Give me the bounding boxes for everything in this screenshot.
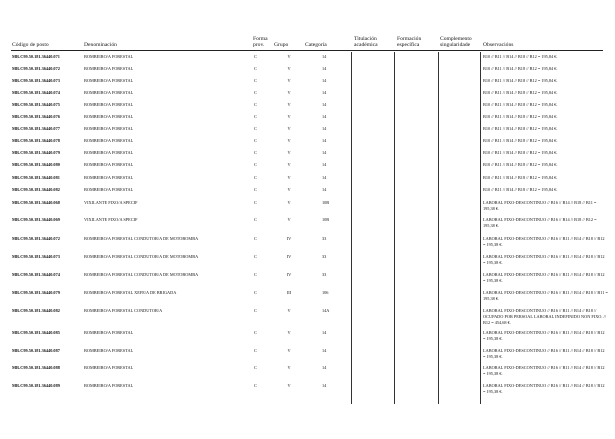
header-forma xyxy=(253,36,268,49)
header-categoria xyxy=(305,42,327,48)
row-code: MR.C99.50.181.36440.071 xyxy=(12,54,60,59)
row-code: MR.C99.50.181.36440.089 xyxy=(12,383,60,388)
row-denominacion: BOMBEIRO/A FORESTAL CONDUTOR/A xyxy=(84,308,163,313)
row-categoria: 33 xyxy=(322,236,327,241)
row-code: MR.C99.50.181.36440.082 xyxy=(12,308,60,313)
row-denominacion: BOMBEIRO/A FORESTAL xyxy=(84,187,134,192)
row-forma: C xyxy=(254,162,257,167)
row-forma: C xyxy=(254,90,257,95)
row-denominacion: BOMBEIRO/A FORESTAL XEFE/A DE BRIGADA xyxy=(84,290,177,295)
row-categoria: 14 xyxy=(322,187,327,192)
row-forma: C xyxy=(254,138,257,143)
row-code: MR.C99.50.181.36440.085 xyxy=(12,330,60,335)
row-observacions: LABORAL FIXO-DESCONTINUO // B16 // B11 // B14 // B18 // B12 = 195,38 €. xyxy=(483,365,605,376)
row-grupo: V xyxy=(287,78,291,83)
row-grupo: V xyxy=(287,66,291,71)
row-denominacion: VIXILANTE FIXO/A SPECIF xyxy=(84,217,138,222)
row-code: MR.C99.50.181.36440.074 xyxy=(12,90,60,95)
row-observacions: B10 // B11 // B14 // B18 // B12 = 195,84 €. xyxy=(483,126,558,131)
row-categoria: 14 xyxy=(322,66,327,71)
header-formacion xyxy=(397,36,421,49)
header-codigo xyxy=(12,42,49,48)
row-grupo: IV xyxy=(286,254,292,259)
row-denominacion: BOMBEIRO/A FORESTAL xyxy=(84,162,134,167)
row-observacions: LABORAL FIXO-DESCONTINUO // B16 // B11 // B14 // B18 // B11 = 195,38 €. xyxy=(483,290,608,301)
header-forma-line2: prov. xyxy=(253,42,265,49)
row-categoria: 14 xyxy=(322,330,327,335)
header-titulacion xyxy=(354,36,378,49)
row-categoria: 14 xyxy=(322,90,327,95)
row-observacions: B10 // B11 // B14 // B18 // B12 = 195,84 €. xyxy=(483,138,558,143)
row-categoria: 33 xyxy=(322,272,327,277)
column-divider-formacion xyxy=(394,52,395,404)
row-code: MR.C99.50.181.36440.076 xyxy=(12,114,60,119)
row-code: MR.C99.50.181.36440.079 xyxy=(12,150,60,155)
row-denominacion: BOMBEIRO/A FORESTAL xyxy=(84,66,134,71)
row-forma: C xyxy=(254,54,257,59)
row-forma: C xyxy=(254,114,257,119)
header-complemento-line1: Complemento xyxy=(440,36,472,42)
row-grupo: V xyxy=(287,90,291,95)
row-forma: C xyxy=(254,200,257,205)
row-categoria: 14 xyxy=(322,348,327,353)
row-observacions: LABORAL FIXO-DESCONTINUO // B16 // B11 // B14 // B18 // B12 = 195,38 €. xyxy=(483,383,605,394)
header-titulacion-line1: Titulación xyxy=(354,36,377,42)
row-code: MR.C99.50.181.36440.072 xyxy=(12,66,60,71)
row-denominacion: BOMBEIRO/A FORESTAL xyxy=(84,102,134,107)
row-grupo: V xyxy=(287,187,291,192)
row-observacions: B10 // B11 // B14 // B18 // B12 = 195,84 €. xyxy=(483,150,558,155)
row-categoria: 14 xyxy=(322,150,327,155)
row-code: MR.C99.50.181.36440.080 xyxy=(12,162,60,167)
row-observacions: B10 // B11 // B14 // B18 // B12 = 195,84 €. xyxy=(483,187,558,192)
row-categoria: 14 xyxy=(322,54,327,59)
row-code: MR.C99.50.181.36440.072 xyxy=(12,236,60,241)
row-code: MR.C99.50.181.36440.068 xyxy=(12,200,60,205)
row-code: MR.C99.50.181.36440.087 xyxy=(12,348,60,353)
row-categoria: 14A xyxy=(322,308,330,313)
row-grupo: V xyxy=(287,308,291,313)
row-code: MR.C99.50.181.36440.088 xyxy=(12,365,60,370)
row-categoria: 33 xyxy=(322,254,327,259)
row-forma: C xyxy=(254,236,257,241)
row-forma: C xyxy=(254,330,257,335)
header-grupo-text: Grupo xyxy=(274,42,289,48)
row-denominacion: BOMBEIRO/A FORESTAL xyxy=(84,114,134,119)
row-observacions: LABORAL FIXO-DESCONTINUO // B16 // B14 // B18 // B11 = 195,38 €. xyxy=(483,200,597,211)
row-categoria: 106 xyxy=(322,290,329,295)
header-rule xyxy=(11,50,603,51)
header-complemento-line2: singularidade xyxy=(440,42,471,49)
row-observacions: B10 // B11 // B14 // B18 // B12 = 195,84 €. xyxy=(483,162,558,167)
header-grupo xyxy=(274,42,288,48)
row-categoria: 14 xyxy=(322,365,327,370)
row-denominacion: BOMBEIRO/A FORESTAL xyxy=(84,175,134,180)
row-grupo: III xyxy=(286,290,292,295)
row-forma: C xyxy=(254,175,257,180)
row-categoria: 14 xyxy=(322,114,327,119)
row-code: MR.C99.50.181.36440.073 xyxy=(12,254,60,259)
row-observacions: B10 // B11 // B14 // B18 // B12 = 195,84 €. xyxy=(483,114,558,119)
row-denominacion: BOMBEIRO/A FORESTAL xyxy=(84,54,134,59)
row-forma: C xyxy=(254,308,257,313)
row-forma: C xyxy=(254,187,257,192)
row-denominacion: BOMBEIRO/A FORESTAL xyxy=(84,150,134,155)
row-denominacion: BOMBEIRO/A FORESTAL xyxy=(84,365,134,370)
row-grupo: V xyxy=(287,175,291,180)
header-observacions xyxy=(483,42,513,48)
row-grupo: V xyxy=(287,217,291,222)
row-observacions: LABORAL FIXO-DESCONTINUO // B16 // B11 // B14 // B18 // B12 = 195,38 €. xyxy=(483,236,605,247)
row-forma: C xyxy=(254,126,257,131)
row-code: MR.C99.50.181.36440.073 xyxy=(12,78,60,83)
header-forma-line1: Forma xyxy=(253,36,268,42)
row-denominacion: VIXILANTE FIXO/A SPECIF xyxy=(84,200,138,205)
row-forma: C xyxy=(254,102,257,107)
header-codigo-text: Código de posto xyxy=(12,42,49,48)
header-titulacion-line2: académica xyxy=(354,42,378,49)
row-forma: C xyxy=(254,365,257,370)
row-grupo: V xyxy=(287,114,291,119)
row-code: MR.C99.50.181.36440.081 xyxy=(12,175,60,180)
header-denominacion-text: Denominación xyxy=(84,42,117,48)
row-forma: C xyxy=(254,150,257,155)
row-grupo: V xyxy=(287,348,291,353)
row-code: MR.C99.50.181.36440.069 xyxy=(12,217,60,222)
row-observacions: LABORAL FIXO-DESCONTINUO // B16 // B11 // B14 // B18 // B12 = 195,38 €. xyxy=(483,348,605,359)
row-code: MR.C99.50.181.36440.074 xyxy=(12,272,60,277)
row-categoria: 14 xyxy=(322,175,327,180)
row-observacions: B10 // B11 // B14 // B18 // B12 = 195,84 €. xyxy=(483,66,558,71)
row-grupo: V xyxy=(287,162,291,167)
row-observacions: B10 // B11 // B14 // B18 // B12 = 195,84 €. xyxy=(483,175,558,180)
row-categoria: 14 xyxy=(322,126,327,131)
header-denominacion xyxy=(84,42,117,48)
row-observacions: B10 // B11 // B14 // B18 // B12 = 195,84 €. xyxy=(483,102,558,107)
row-forma: C xyxy=(254,383,257,388)
row-grupo: IV xyxy=(286,236,292,241)
row-grupo: V xyxy=(287,330,291,335)
row-grupo: V xyxy=(287,126,291,131)
row-grupo: V xyxy=(287,383,291,388)
row-observacions: B10 // B11 // B14 // B18 // B12 = 195,84 €. xyxy=(483,78,558,83)
row-denominacion: BOMBEIRO/A FORESTAL xyxy=(84,138,134,143)
row-forma: C xyxy=(254,78,257,83)
row-observacions: LABORAL FIXO-DESCONTINUO // B16 // B11 // B14 // B18 // B12 = 195,38 €. xyxy=(483,330,605,341)
row-categoria: 14 xyxy=(322,78,327,83)
row-grupo: IV xyxy=(286,272,292,277)
row-grupo: V xyxy=(287,54,291,59)
row-observacions: B10 // B11 // B14 // B18 // B12 = 195,84 €. xyxy=(483,90,558,95)
row-code: MR.C99.50.181.36440.079 xyxy=(12,290,60,295)
header-observacions-text: Observacións xyxy=(483,42,514,48)
row-grupo: V xyxy=(287,365,291,370)
row-forma: C xyxy=(254,348,257,353)
row-forma: C xyxy=(254,254,257,259)
row-denominacion: BOMBEIRO/A FORESTAL xyxy=(84,330,134,335)
row-categoria: 14 xyxy=(322,162,327,167)
column-divider-observacions xyxy=(480,52,481,404)
row-categoria: 10B xyxy=(322,200,330,205)
row-denominacion: BOMBEIRO/A FORESTAL CONDUTOR/A DE MOTOBOMBA xyxy=(84,236,199,241)
row-forma: C xyxy=(254,272,257,277)
row-forma: C xyxy=(254,290,257,295)
row-grupo: V xyxy=(287,138,291,143)
header-formacion-line1: Formación xyxy=(397,36,422,42)
header-formacion-line2: específica xyxy=(397,42,420,49)
row-observacions: B10 // B11 // B14 // B18 // B12 = 195,84 €. xyxy=(483,54,558,59)
row-denominacion: BOMBEIRO/A FORESTAL xyxy=(84,383,134,388)
header-categoria-text: Categoría xyxy=(305,42,327,48)
row-code: MR.C99.50.181.36440.077 xyxy=(12,126,60,131)
row-observacions: LABORAL FIXO-DESCONTINUO // B16 // B11 // B14 // B18 // B12 = 195,38 €. xyxy=(483,254,605,265)
column-divider-complemento xyxy=(438,52,439,404)
row-code: MR.C99.50.181.36440.075 xyxy=(12,102,60,107)
row-grupo: V xyxy=(287,102,291,107)
row-categoria: 14 xyxy=(322,383,327,388)
header-complemento xyxy=(440,36,472,49)
row-categoria: 10B xyxy=(322,217,330,222)
row-grupo: V xyxy=(287,200,291,205)
row-denominacion: BOMBEIRO/A FORESTAL xyxy=(84,348,134,353)
column-divider-titulacion xyxy=(351,52,352,404)
row-forma: C xyxy=(254,217,257,222)
row-denominacion: BOMBEIRO/A FORESTAL xyxy=(84,78,134,83)
row-denominacion: BOMBEIRO/A FORESTAL CONDUTOR/A DE MOTOBOMBA xyxy=(84,272,199,277)
row-forma: C xyxy=(254,66,257,71)
row-denominacion: BOMBEIRO/A FORESTAL xyxy=(84,90,134,95)
row-categoria: 14 xyxy=(322,138,327,143)
row-categoria: 14 xyxy=(322,102,327,107)
row-observacions: LABORAL FIXO-DESCONTINUO // B16 // B11 // B14 // B18 // OCUPADO POR PERSOAL LABORAL INDEFINIDO NON FIXO. // B12 = 454,68 €. xyxy=(483,308,606,325)
row-denominacion: BOMBEIRO/A FORESTAL CONDUTOR/A DE MOTOBOMBA xyxy=(84,254,199,259)
row-denominacion: BOMBEIRO/A FORESTAL xyxy=(84,126,134,131)
row-code: MR.C99.50.181.36440.082 xyxy=(12,187,60,192)
row-observacions: LABORAL FIXO-DESCONTINUO // B16 // B14 // B18 // B12 = 195,38 €. xyxy=(483,217,597,228)
row-code: MR.C99.50.181.36440.078 xyxy=(12,138,60,143)
row-grupo: V xyxy=(287,150,291,155)
row-observacions: LABORAL FIXO-DESCONTINUO // B16 // B11 // B14 // B18 // B12 = 195,38 €. xyxy=(483,272,605,283)
